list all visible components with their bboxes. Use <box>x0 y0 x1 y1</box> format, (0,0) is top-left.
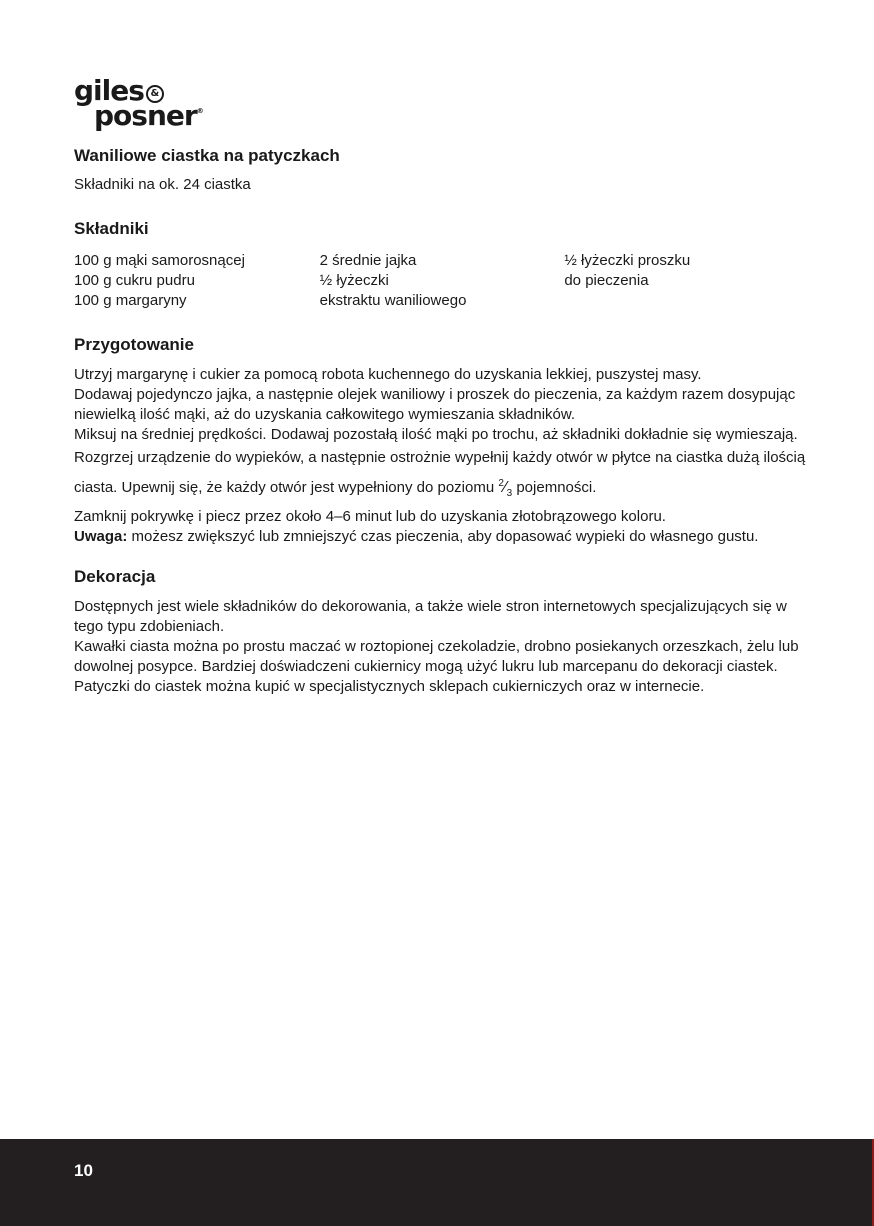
decoration-heading: Dekoracja <box>74 567 156 586</box>
fraction-two-thirds <box>498 478 513 499</box>
recipe-servings: Składniki na ok. 24 ciastka <box>74 176 251 193</box>
decoration-paragraph: Kawałki ciasta można po prostu maczać w roztopionej czekoladzie, drobno posiekanych orzeszkach, żelu lub dowolnej posypce. Bardziej doświadczeni cukiernicy mogą użyć lukru lub marcepanu do dekoracji ciastek. <box>74 638 799 675</box>
page-number: 10 <box>74 1161 93 1180</box>
preparation-step: Utrzyj margarynę i cukier za pomocą robota kuchennego do uzyskania lekkiej, puszystej masy. <box>74 366 702 383</box>
logo-line2: posner <box>94 99 197 133</box>
decoration-paragraph: Dostępnych jest wiele składników do dekorowania, a także wiele stron internetowych specjalizujących się w tego typu zdobieniach. <box>74 598 787 635</box>
logo-registered-mark: ® <box>196 107 204 116</box>
page-footer <box>0 1139 874 1226</box>
ingredients-heading: Składniki <box>74 219 149 238</box>
ingredient-item: do pieczenia <box>564 272 649 289</box>
preparation-step: Zamknij pokrywkę i piecz przez około 4–6 minut lub do uzyskania złotobrązowego koloru. <box>74 508 666 525</box>
ingredient-item: 100 g mąki samorosnącej <box>74 252 245 269</box>
decoration-paragraph: Patyczki do ciastek można kupić w specjalistycznych sklepach cukierniczych oraz w internecie. <box>74 678 705 695</box>
ingredient-item: 2 średnie jajka <box>319 252 417 269</box>
ingredient-item: 100 g margaryny <box>74 292 187 309</box>
ingredients-column-3 <box>564 251 814 311</box>
note-label: Uwaga: <box>74 528 128 545</box>
decoration-text <box>74 597 814 697</box>
preparation-step-end: pojemności. <box>516 479 597 496</box>
preparation-step <box>74 445 814 507</box>
ingredients-list <box>74 251 814 311</box>
preparation-note <box>74 527 814 547</box>
ingredients-column-2 <box>320 251 565 311</box>
fraction-denominator: 3 <box>506 488 513 499</box>
preparation-heading: Przygotowanie <box>74 335 194 354</box>
fraction-slash: ⁄ <box>503 479 507 496</box>
ingredient-item: 100 g cukru pudru <box>74 272 195 289</box>
fraction-numerator: 2 <box>498 478 504 489</box>
preparation-steps <box>74 365 814 547</box>
recipe-content <box>74 146 814 697</box>
preparation-step: Miksuj na średniej prędkości. Dodawaj pozostałą ilość mąki po trochu, aż składniki dokładnie się wymieszają. <box>74 426 798 443</box>
note-text: możesz zwiększyć lub zmniejszyć czas pieczenia, aby dopasować wypieki do własnego gustu. <box>131 528 759 545</box>
recipe-title: Waniliowe ciastka na patyczkach <box>74 146 340 165</box>
ingredients-column-1 <box>74 251 320 311</box>
preparation-step: Dodawaj pojedynczo jajka, a następnie olejek waniliowy i proszek do pieczenia, za każdym razem dosypując niewielką ilość mąki, aż do uzyskania całkowitego wymieszania składników. <box>74 386 796 423</box>
logo-line1: giles <box>74 74 144 107</box>
ingredient-item: ekstraktu waniliowego <box>319 292 467 309</box>
logo-ampersand: & <box>146 85 164 103</box>
preparation-step-text: Rozgrzej urządzenie do wypieków, a następnie ostrożnie wypełnij każdy otwór w płytce na ciastka dużą ilością ciasta. Upewnij się, że każdy otwór jest wypełniony do poziomu <box>74 449 806 496</box>
ingredient-item: ½ łyżeczki <box>319 272 389 289</box>
brand-logo <box>74 74 204 133</box>
ingredient-item: ½ łyżeczki proszku <box>564 252 691 269</box>
